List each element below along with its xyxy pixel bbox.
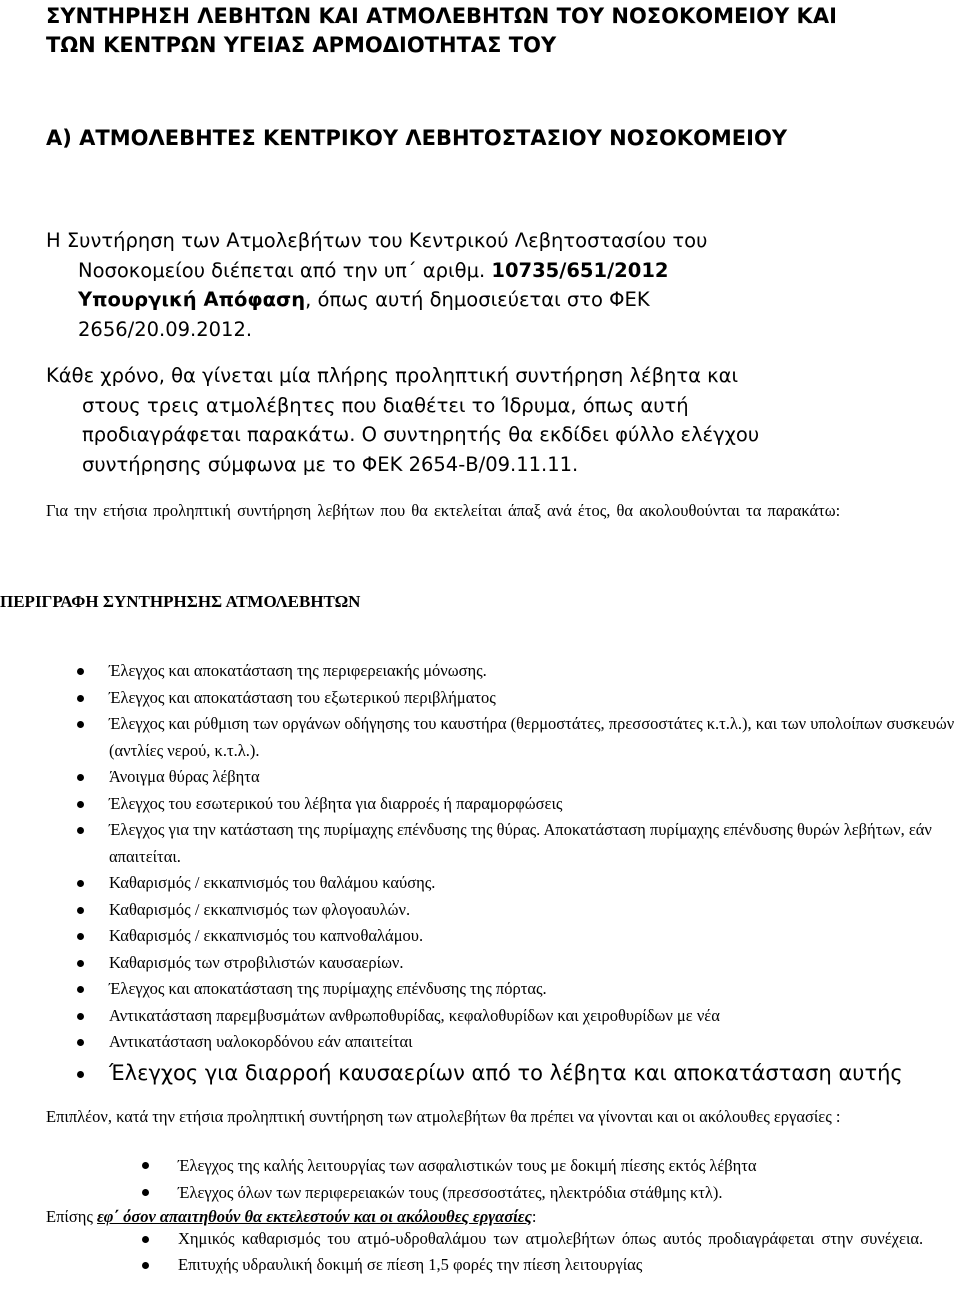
bullet-icon xyxy=(77,933,84,940)
yearly-line-4: συντήρησης σύμφωνα με το ΦΕΚ 2654-Β/09.11.11. xyxy=(82,452,579,476)
yearly-paragraph xyxy=(46,361,926,479)
description-heading: ΠΕΡΙΓΡΑΦΗ ΣΥΝΤΗΡΗΣΗΣ ΑΤΜΟΛΕΒΗΤΩΝ xyxy=(0,592,361,611)
list-item: Έλεγχος για διαρροή καυσαερίων από το λέβητα και αποκατάσταση αυτής xyxy=(109,1058,959,1088)
bullet-icon xyxy=(77,827,84,834)
maintenance-checklist xyxy=(109,658,959,1088)
conditional-tasks-list xyxy=(178,1226,958,1278)
list-item: Έλεγχος και αποκατάσταση της πυρίμαχης επένδυσης της πόρτας. xyxy=(109,976,959,1003)
intro-line-3: Υπουργική Απόφαση, όπως αυτή δημοσιεύεται στο ΦΕΚ xyxy=(78,288,650,311)
intro-line-1: Η Συντήρηση των Ατμολεβήτων του Κεντρικού Λεβητοστασίου του xyxy=(46,229,708,252)
decision-number: 10735/651/2012 xyxy=(491,258,669,282)
title-line-1: ΣΥΝΤΗΡΗΣΗ ΛΕΒΗΤΩΝ ΚΑΙ ΑΤΜΟΛΕΒΗΤΩΝ ΤΟΥ ΝΟΣΟΚΟΜΕΙΟΥ ΚΑΙ xyxy=(46,4,837,28)
also-paragraph: Επίσης εφ΄ όσον απαιτηθούν θα εκτελεστούν και οι ακόλουθες εργασίες: xyxy=(46,1207,537,1226)
list-item: Καθαρισμός / εκκαπνισμός του καπνοθαλάμου. xyxy=(109,923,959,950)
bullet-icon xyxy=(77,721,84,728)
annual-intro-paragraph: Για την ετήσια προληπτική συντήρηση λεβήτων που θα εκτελείται άπαξ ανά έτος, θα ακολουθούνται τα παρακάτω: xyxy=(46,501,841,520)
bullet-icon xyxy=(77,880,84,887)
list-item: Έλεγχος και ρύθμιση των οργάνων οδήγησης του καυστήρα (θερμοστάτες, πρεσσοστάτες κ.τ.λ.), και των υπολοίπων συσκευών (αντλίες νερού, κ.τ.λ.). xyxy=(109,711,959,764)
title-line-2: ΤΩΝ ΚΕΝΤΡΩΝ ΥΓΕΙΑΣ ΑΡΜΟΔΙΟΤΗΤΑΣ ΤΟΥ xyxy=(46,33,557,57)
conditional-tasks-phrase: εφ΄ όσον απαιτηθούν θα εκτελεστούν και οι ακόλουθες εργασίες xyxy=(97,1207,532,1226)
yearly-line-1: Κάθε χρόνο, θα γίνεται μία πλήρης προληπτική συντήρηση λέβητα και xyxy=(46,364,739,387)
bullet-icon xyxy=(142,1162,149,1169)
additional-tasks-list xyxy=(178,1152,958,1206)
list-item: Έλεγχος του εσωτερικού του λέβητα για διαρροές ή παραμορφώσεις xyxy=(109,791,959,818)
list-item: Έλεγχος και αποκατάσταση του εξωτερικού περιβλήματος xyxy=(109,685,959,712)
list-item: Άνοιγμα θύρας λέβητα xyxy=(109,764,959,791)
bullet-icon xyxy=(77,1071,84,1078)
intro-line-4: 2656/20.09.2012. xyxy=(78,317,253,341)
bullet-icon xyxy=(142,1262,149,1269)
bullet-icon xyxy=(77,1039,84,1046)
bullet-icon xyxy=(77,668,84,675)
list-item: Αντικατάσταση παρεμβυσμάτων ανθρωποθυρίδας, κεφαλοθυρίδων και χειροθυρίδων με νέα xyxy=(109,1003,959,1030)
list-item: Έλεγχος της καλής λειτουργίας των ασφαλιστικών τους με δοκιμή πίεσης εκτός λέβητα xyxy=(178,1152,958,1179)
bullet-icon xyxy=(77,801,84,808)
bullet-icon xyxy=(77,960,84,967)
ministerial-decision: Υπουργική Απόφαση xyxy=(78,288,306,311)
intro-paragraph xyxy=(46,226,926,344)
bullet-icon xyxy=(77,907,84,914)
yearly-line-3: προδιαγράφεται παρακάτω. Ο συντηρητής θα εκδίδει φύλλο ελέγχου xyxy=(82,423,760,446)
list-item: Καθαρισμός των στροβιλιστών καυσαερίων. xyxy=(109,950,959,977)
bullet-icon xyxy=(77,986,84,993)
yearly-line-2: στους τρεις ατμολέβητες που διαθέτει το Ίδρυμα, όπως αυτή xyxy=(82,393,689,417)
intro-line-2: Νοσοκομείου διέπεται από την υπ΄ αριθμ. 10735/651/2012 xyxy=(78,258,669,282)
bullet-icon xyxy=(142,1236,149,1243)
list-item: Έλεγχος όλων των περιφερειακών τους (πρεσσοστάτες, ηλεκτρόδια στάθμης κτλ). xyxy=(178,1179,958,1206)
list-item: Επιτυχής υδραυλική δοκιμή σε πίεση 1,5 φορές την πίεση λειτουργίας xyxy=(178,1252,958,1278)
list-item: Χημικός καθαρισμός του ατμό-υδροθαλάμου των ατμολεβήτων όπως αυτός προδιαγράφεται στην συνέχεια. xyxy=(178,1226,958,1252)
list-item: Έλεγχος για την κατάσταση της πυρίμαχης επένδυσης της θύρας. Αποκατάσταση πυρίμαχης επένδυσης θυρών λεβήτων, εάν απαιτείται. xyxy=(109,817,959,870)
list-item: Καθαρισμός / εκκαπνισμός των φλογοαυλών. xyxy=(109,897,959,924)
bullet-icon xyxy=(142,1189,149,1196)
list-item: Έλεγχος και αποκατάσταση της περιφερειακής μόνωσης. xyxy=(109,658,959,685)
additional-intro-paragraph: Επιπλέον, κατά την ετήσια προληπτική συντήρηση των ατμολεβήτων θα πρέπει να γίνονται και οι ακόλουθες εργασίες : xyxy=(46,1107,841,1126)
document-title xyxy=(46,2,946,60)
section-a-heading: Α) ΑΤΜΟΛΕΒΗΤΕΣ ΚΕΝΤΡΙΚΟΥ ΛΕΒΗΤΟΣΤΑΣΙΟΥ ΝΟΣΟΚΟΜΕΙΟΥ xyxy=(46,126,788,150)
list-item: Αντικατάσταση υαλοκορδόνου εάν απαιτείται xyxy=(109,1029,959,1056)
list-item: Καθαρισμός / εκκαπνισμός του θαλάμου καύσης. xyxy=(109,870,959,897)
bullet-icon xyxy=(77,1013,84,1020)
bullet-icon xyxy=(77,695,84,702)
bullet-icon xyxy=(77,774,84,781)
